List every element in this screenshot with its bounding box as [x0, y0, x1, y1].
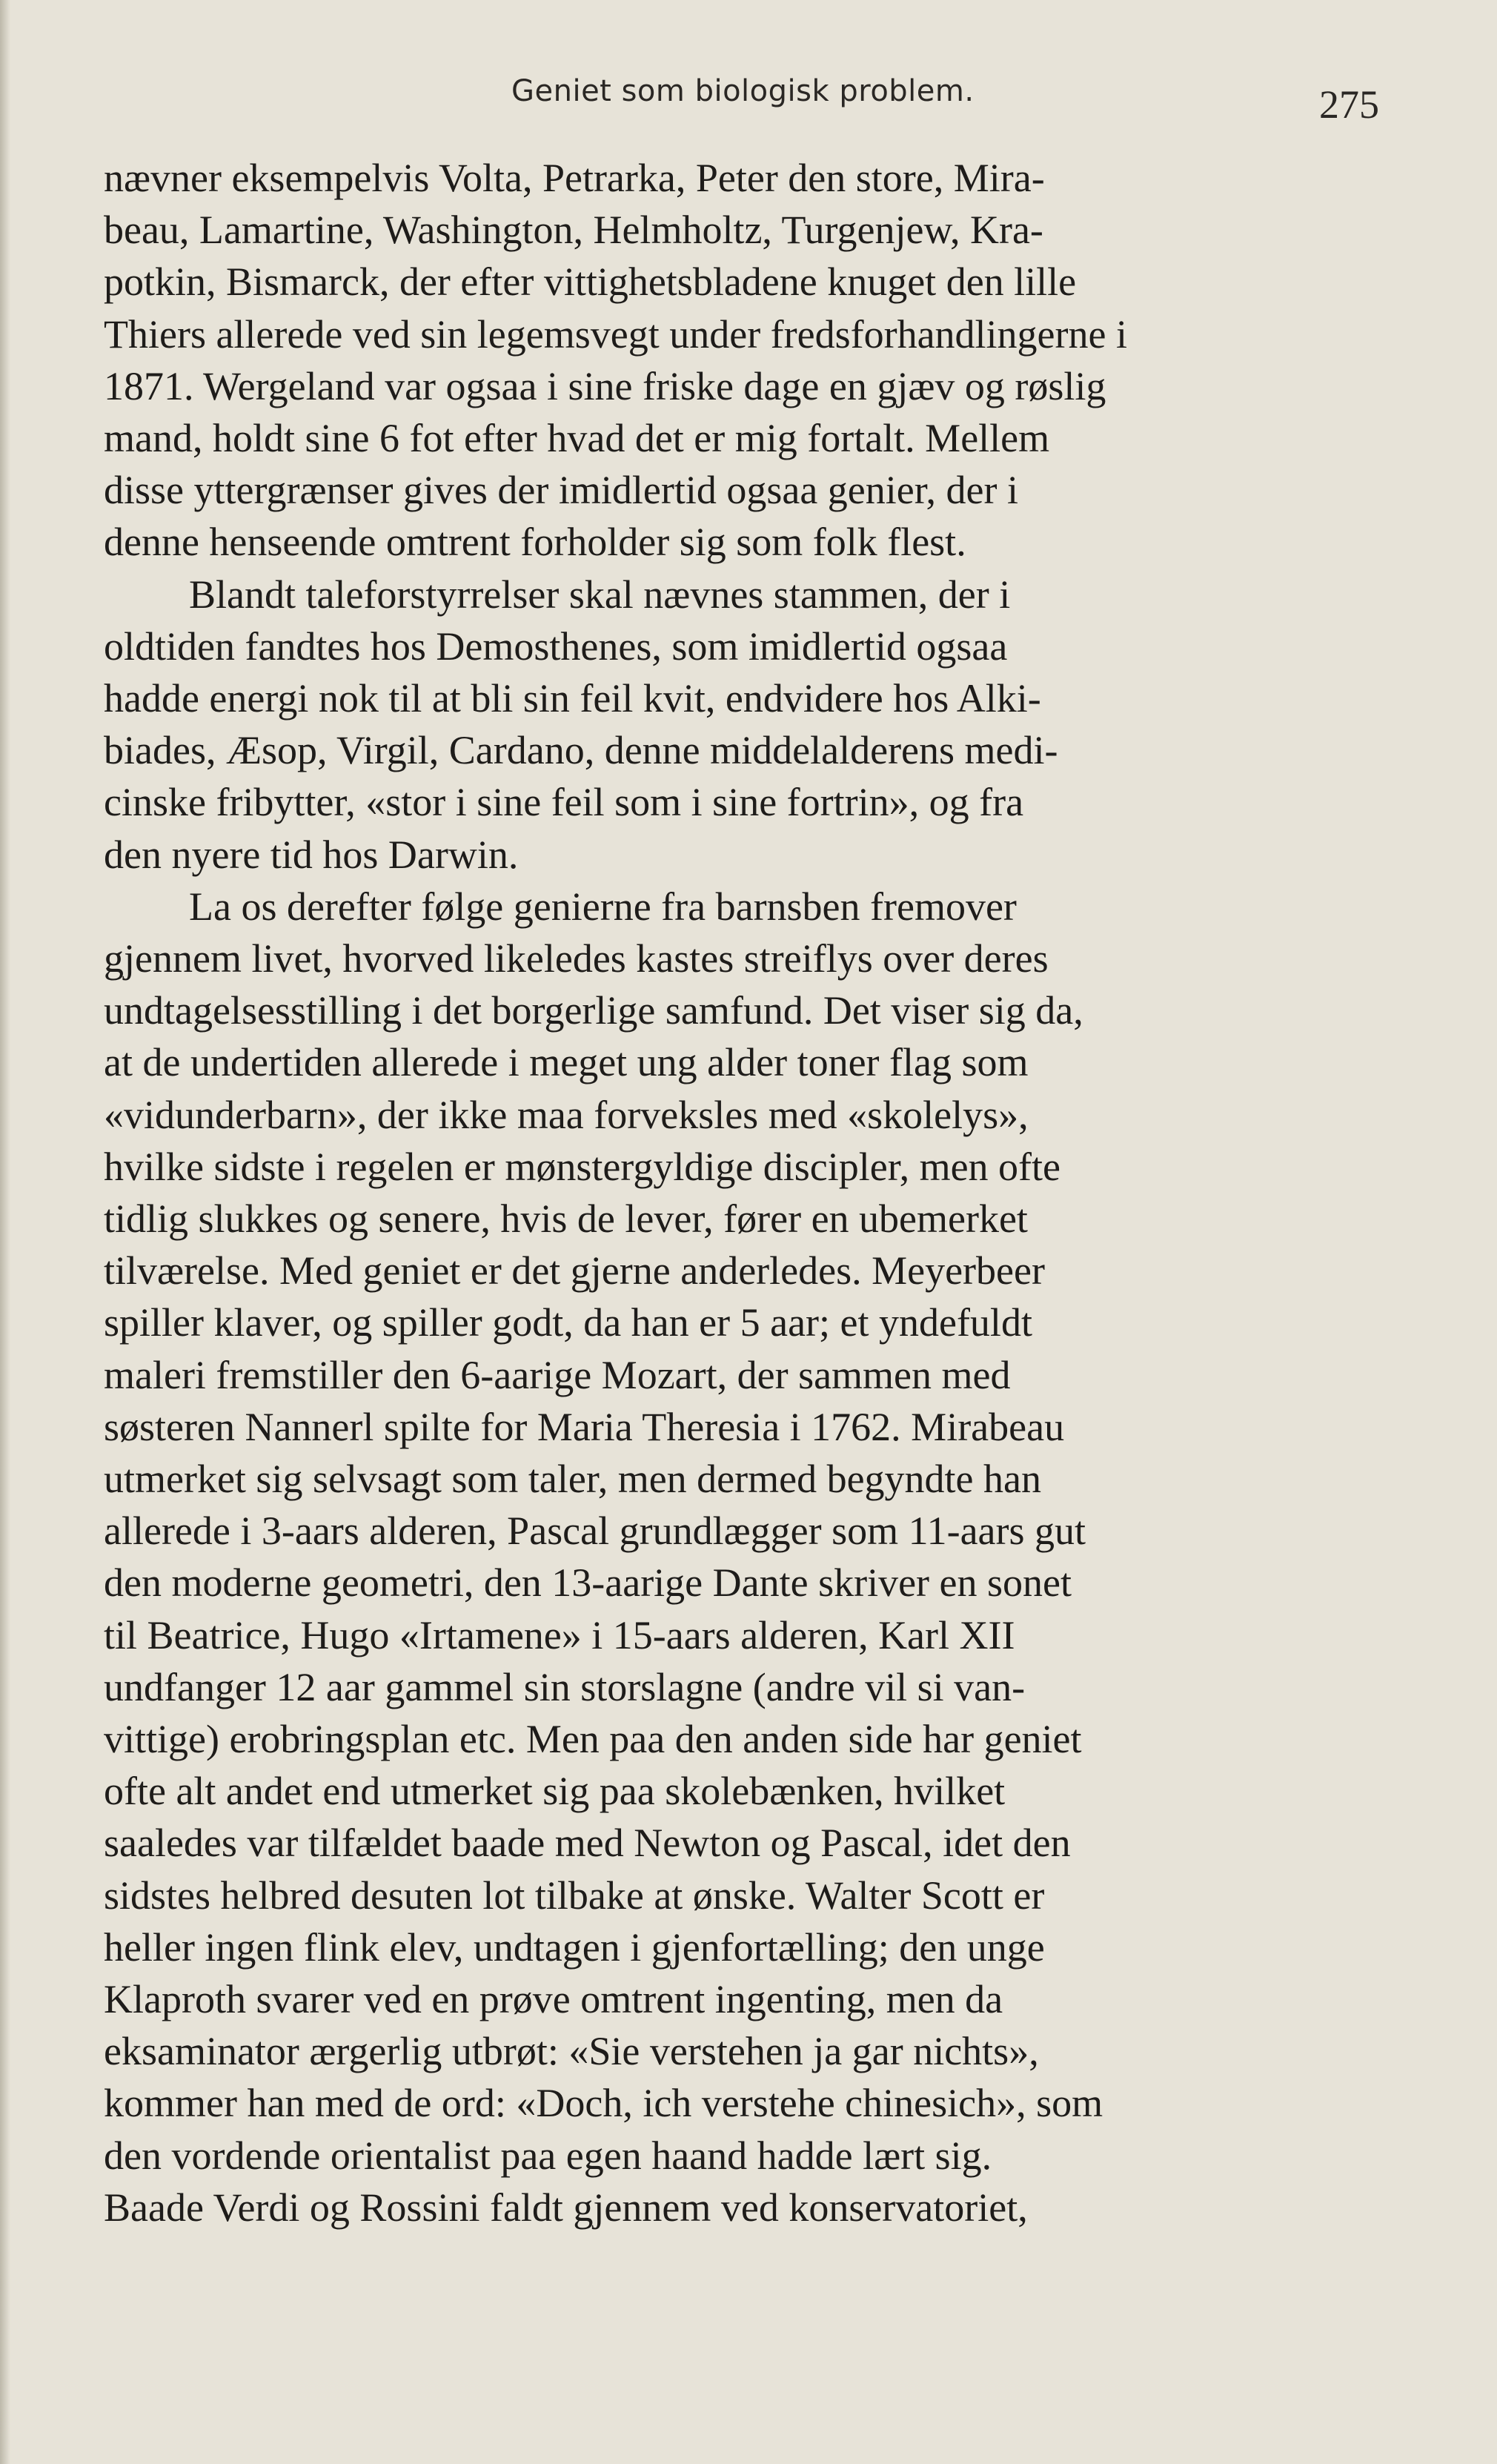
text-line: vittige) erobringsplan etc. Men paa den anden side har geniet	[104, 1717, 1082, 1761]
text-line: undtagelsesstilling i det borgerlige samfund. Det viser sig da,	[104, 988, 1083, 1033]
text-line: cinske fribytter, «stor i sine feil som i sine fortrin», og fra	[104, 780, 1024, 825]
text-line: sidstes helbred desuten lot tilbake at ønske. Walter Scott er	[104, 1872, 1045, 1918]
text-line: hvilke sidste i regelen er mønstergyldige discipler, men ofte	[104, 1144, 1060, 1189]
running-head: Geniet som biologisk problem.	[511, 74, 975, 108]
text-line: mand, holdt sine 6 fot efter hvad det er mig fortalt. Mellem	[104, 416, 1050, 460]
text-line: undfanger 12 aar gammel sin storslagne (andre vil si van-	[104, 1664, 1026, 1709]
page-binding-edge	[0, 0, 10, 2464]
text-line: 1871. Wergeland var ogsaa i sine friske dage en gjæv og røslig	[104, 363, 1106, 408]
text-line: den moderne geometri, den 13-aarige Dante skriver en sonet	[104, 1560, 1072, 1606]
text-line: tidlig slukkes og senere, hvis de lever, fører en ubemerket	[104, 1196, 1028, 1241]
text-line: Klaproth svarer ved en prøve omtrent ingenting, men da	[104, 1977, 1003, 2021]
text-line: Blandt taleforstyrrelser skal nævnes stammen, der i	[189, 572, 1011, 617]
text-line: tilværelse. Med geniet er det gjerne anderledes. Meyerbeer	[104, 1248, 1045, 1294]
text-line: potkin, Bismarck, der efter vittighetsbladene knuget den lille	[104, 259, 1077, 305]
text-line: ofte alt andet end utmerket sig paa skolebænken, hvilket	[104, 1769, 1006, 1814]
text-line: søsteren Nannerl spilte for Maria Theresia i 1762. Mirabeau	[104, 1404, 1065, 1449]
text-line: nævner eksempelvis Volta, Petrarka, Peter den store, Mira-	[104, 156, 1045, 200]
text-line: Baade Verdi og Rossini faldt gjennem ved konservatoriet,	[104, 2185, 1028, 2230]
text-line: at de undertiden allerede i meget ung alder toner flag som	[104, 1040, 1029, 1085]
text-line: beau, Lamartine, Washington, Helmholtz, Turgenjew, Kra-	[104, 208, 1043, 253]
text-line: allerede i 3-aars alderen, Pascal grundlægger som 11-aars gut	[104, 1508, 1086, 1554]
text-line: heller ingen flink elev, undtagen i gjenfortælling; den unge	[104, 1924, 1045, 1970]
page-number: 275	[1319, 82, 1379, 127]
text-line: disse yttergrænser gives der imidlertid ogsaa genier, der i	[104, 468, 1019, 513]
text-line: saaledes var tilfældet baade med Newton og Pascal, idet den	[104, 1821, 1071, 1866]
text-line: maleri fremstiller den 6-aarige Mozart, der sammen med	[104, 1352, 1011, 1397]
text-line: La os derefter følge genierne fra barnsben fremover	[189, 884, 1017, 929]
text-line: «vidunderbarn», der ikke maa forveksles med «skolelys»,	[104, 1092, 1029, 1137]
text-line: den nyere tid hos Darwin.	[104, 832, 519, 877]
text-line: biades, Æsop, Virgil, Cardano, denne middelalderens medi-	[104, 728, 1058, 773]
text-line: oldtiden fandtes hos Demosthenes, som imidlertid ogsaa	[104, 623, 1008, 669]
text-line: den vordende orientalist paa egen haand hadde lært sig.	[104, 2133, 992, 2178]
text-line: denne henseende omtrent forholder sig som folk flest.	[104, 520, 966, 565]
text-line: utmerket sig selvsagt som taler, men dermed begyndte han	[104, 1457, 1041, 1501]
text-line: hadde energi nok til at bli sin feil kvit, endvidere hos Alki-	[104, 676, 1041, 721]
text-line: Thiers allerede ved sin legemsvegt under fredsforhandlingerne i	[104, 311, 1127, 357]
text-line: eksaminator ærgerlig utbrøt: «Sie verstehen ja gar nichts»,	[104, 2029, 1039, 2074]
text-line: til Beatrice, Hugo «Irtamene» i 15-aars alderen, Karl XII	[104, 1612, 1015, 1657]
text-line: spiller klaver, og spiller godt, da han er 5 aar; et yndefuldt	[104, 1300, 1032, 1345]
text-line: kommer han med de ord: «Doch, ich verstehe chinesich», som	[104, 2081, 1103, 2126]
text-line: gjennem livet, hvorved likeledes kastes streiflys over deres	[104, 936, 1049, 981]
